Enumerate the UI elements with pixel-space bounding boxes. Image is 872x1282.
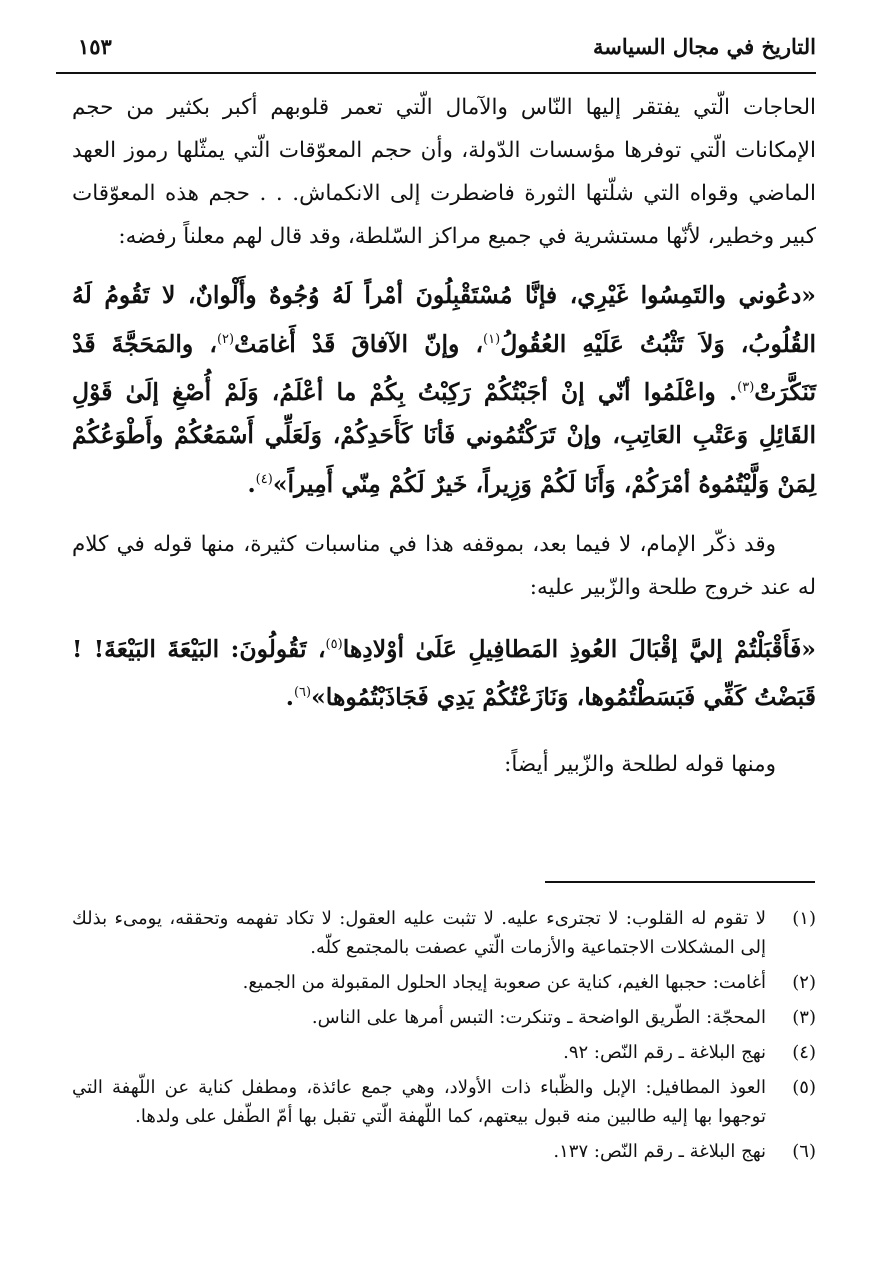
footnote-number: (١) [792,908,816,929]
quote-1-part-a: «دعُوني والتَمِسُوا غَيْرِي، فإنَّا مُسْتَقْبِلُونَ أمْراً لَهُ وُجُوهٌ وأَلْوانٌ، لا تَقُومُ لَهُ القُلُوبُ، وَلاَ تَثْبُتُ عَلَيْهِ العُقُولُ [72,281,817,358]
header-rule [56,72,816,74]
quote-2-part-b: ، تَقُولُونَ: البَيْعَةَ البَيْعَةَ! ! قَبَضْتُ كَفِّي فَبَسَطْتُمُوها، وَنَازَعْتُكُمْ يَدِي فَجَاذَبْتُمُوها» [72,634,816,712]
footnote-2 [72,968,816,997]
quotation-1 [72,274,816,506]
footnote-ref-4[interactable]: (٤) [255,471,273,487]
footnote-1 [72,904,816,962]
running-title: التاريخ في مجال السياسة [592,34,816,59]
footnote-ref-6[interactable]: (٦) [293,685,312,701]
footnote-number: (٤) [792,1042,816,1063]
footnotes [72,904,816,1172]
footnote-text: نهج البلاغة ـ رقم النّص: ١٣٧. [553,1141,766,1162]
footnote-number: (٣) [792,1007,816,1028]
footnote-6 [72,1137,816,1166]
footnote-text: لا تقوم له القلوب: لا تجترىء عليه. لا تثبت عليه العقول: لا تكاد تفهمه وتحققه، يومىء بذلك إلى المشكلات الاجتماعية والأزمات الّتي عصفت بالمجتمع كلّه. [72,908,766,958]
paragraph-1: الحاجات الّتي يفتقر إليها النّاس والآمال الّتي تعمر قلوبهم أكبر بكثير من حجم الإمكانات الّتي توفرها مؤسسات الدّولة، وأن حجم المعوّقات الّتي يمثّلها رموز العهد الماضي وقواه التي شلّتها الثورة فاضطرت إلى الانكماش. . . حجم هذه المعوّقات كبير وخطير، لأنّها مستشرية في جميع مراكز السّلطة، وقد قال لهم معلناً رفضه: [72,95,816,249]
paragraph-3: ومنها قوله لطلحة والزّبير أيضاً: [504,751,776,777]
paragraph-2: وقد ذكّر الإمام، لا فيما بعد، بموقفه هذا في مناسبات كثيرة، منها قوله في كلام له عند خروج طلحة والزّبير عليه: [72,531,816,600]
quote-2-part-a: «فَأَقْبَلْتُمْ إليَّ إقْبَالَ العُوذِ المَطافِيلِ عَلَىٰ أوْلادِها [342,634,816,663]
footnote-text: العوذ المطافيل: الإبل والظّباء ذات الأولاد، وهي جمع عائذة، ومطفل كناية عن اللّهفة التي توجهوا بها إليه طالبين منه قبول بيعتهم، كما اللّهفة الّتي تقبل بها أمّ الطّفل على ولدها. [72,1077,766,1127]
quote-1-part-c: ، والمَحَجَّةَ قَدْ تَنَكَّرَتْ [72,329,816,406]
footnote-text: نهج البلاغة ـ رقم النّص: ٩٢. [563,1042,766,1063]
footnote-text: المحجّة: الطّريق الواضحة ـ وتنكرت: التبس أمرها على الناس. [311,1007,766,1028]
footnote-number: (٢) [792,972,816,993]
footnote-ref-2[interactable]: (٢) [216,331,235,347]
footnote-number: (٥) [792,1077,816,1098]
footnote-3 [72,1003,816,1032]
quote-1-part-d: . واعْلَمُوا أنّي إنْ أجَبْتُكُمْ رَكِبْتُ بِكُمْ ما أعْلَمُ، وَلَمْ أُصْغِ إلَىٰ قَوْلِ القَائِلِ وَعَتْبِ العَاتِبِ، وإنْ تَرَكْتُمُوني فَأنَا كَأَحَدِكُمْ، وَلَعَلِّي أَسْمَعُكُمْ وأَطْوَعُكُمْ لِمَنْ وَلَّيْتُمُوهُ أمْرَكُمْ، وَأَنَا لَكُمْ وَزِيراً، خَيرٌ لَكُمْ مِنّي أَمِيراً» [72,377,816,498]
footnote-4 [72,1038,816,1067]
footnote-ref-1[interactable]: (١) [483,331,501,347]
footnote-number: (٦) [792,1141,816,1162]
page-header [78,26,816,70]
footnote-ref-5[interactable]: (٥) [325,636,343,652]
footnote-5 [72,1073,816,1131]
footnote-text: أغامت: حجبها الغيم، كناية عن صعوبة إيجاد الحلول المقبولة من الجميع. [242,972,766,993]
quote-1-part-e: . [247,469,256,498]
main-text [72,86,816,786]
footnote-ref-3[interactable]: (٣) [737,379,755,395]
quotation-2 [72,623,816,720]
quote-1-part-b: ، وإنّ الآفاقَ قَدْ أَغامَتْ [234,329,484,358]
quote-2-part-c: . [285,683,294,712]
footnote-separator [545,881,815,883]
page-number: ١٥٣ [78,34,112,59]
